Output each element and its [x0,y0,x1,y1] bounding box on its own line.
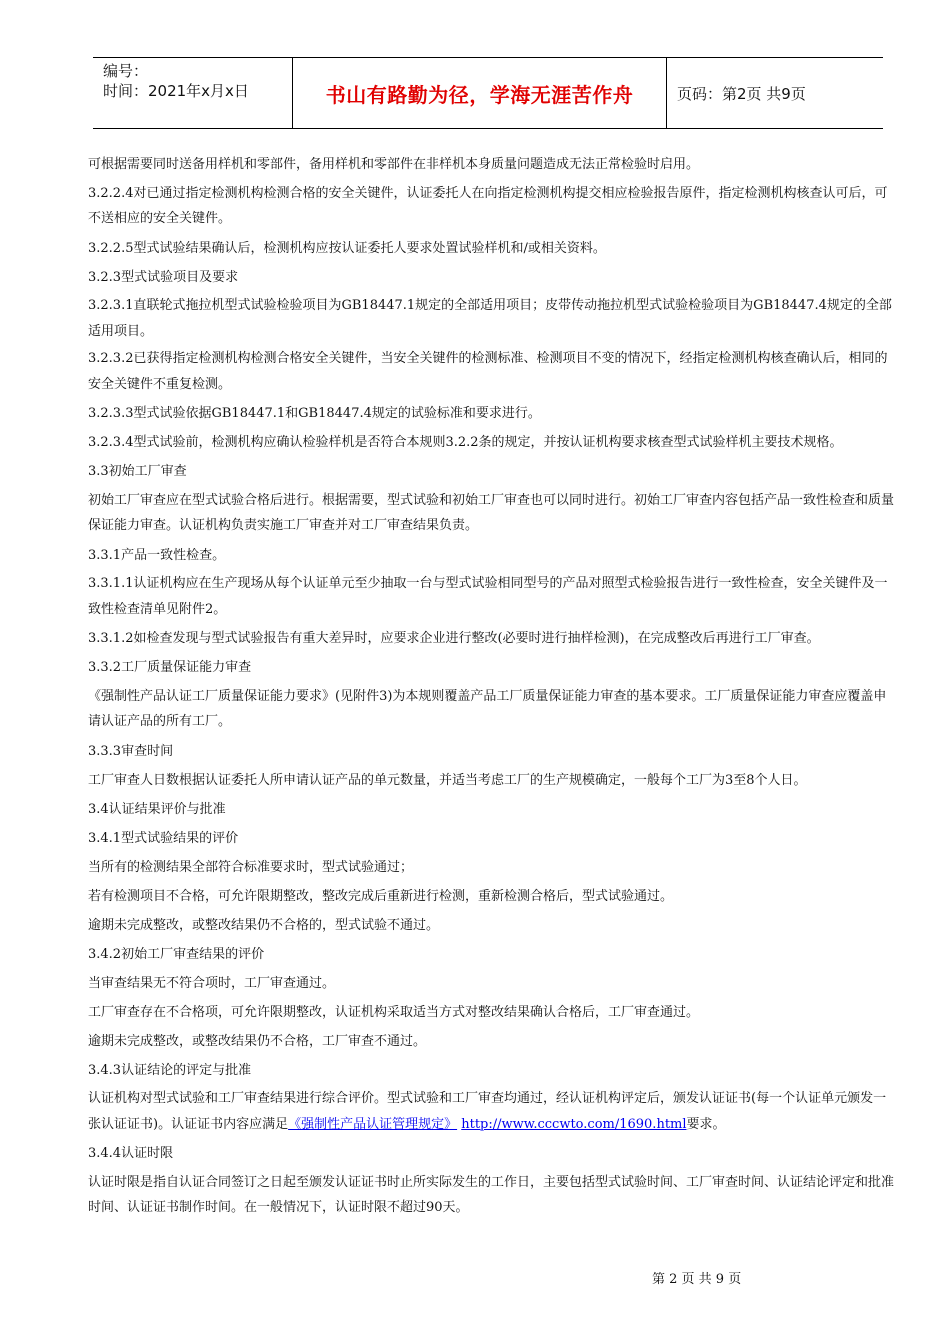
section-heading: 3.2.3型式试验项目及要求 [88,269,239,285]
regulation-url-link[interactable]: http://www.cccwto.com/1690.html [461,1116,687,1132]
paragraph: 《强制性产品认证工厂质量保证能力要求》(见附件3)为本规则覆盖产品工厂质量保证能力审查的基本要求。工厂质量保证能力审查应覆盖申请认证产品的所有工厂。 [88,688,887,729]
paragraph: 可根据需要同时送备用样机和零部件，备用样机和零部件在非样机本身质量问题造成无法正常检验时启用。 [88,157,700,172]
document-number-label: 编号： [103,62,149,80]
certification-paragraph [88,1086,898,1137]
document-body [88,150,898,1223]
section-heading: 3.4.3认证结论的评定与批准 [88,1062,252,1078]
paragraph: 3.2.3.4型式试验前，检测机构应确认检验样机是否符合本规则3.2.2条的规定，并按认证机构要求核查型式试验样机主要技术规格。 [88,434,843,450]
paragraph: 当所有的检测结果全部符合标准要求时，型式试验通过； [88,859,414,875]
paragraph: 3.3.1.1认证机构应在生产现场从每个认证单元至少抽取一台与型式试验相同型号的产品对照型式检验报告进行一致性检查，安全关键件及一致性检查清单见附件2。 [88,576,888,617]
paragraph: 逾期未完成整改，或整改结果仍不合格，工厂审查不通过。 [88,1033,427,1049]
page-header [93,57,883,129]
paragraph: 初始工厂审查应在型式试验合格后进行。根据需要，型式试验和初始工厂审查也可以同时进行。初始工厂审查内容包括产品一致性检查和质量保证能力审查。认证机构负责实施工厂审查并对工厂审查结果负责。 [88,492,895,533]
section-heading: 3.4.4认证时限 [88,1146,174,1161]
paragraph: 若有检测项目不合格，可允许限期整改，整改完成后重新进行检测，重新检测合格后，型式试验通过。 [88,888,674,904]
paragraph: 逾期未完成整改，或整改结果仍不合格的，型式试验不通过。 [88,917,440,933]
section-heading: 3.4.2初始工厂审查结果的评价 [88,946,265,962]
paragraph: 3.3.1.2如检查发现与型式试验报告有重大差异时，应要求企业进行整改(必要时进行抽样检测)，在完成整改后再进行工厂审查。 [88,631,820,646]
paragraph: 工厂审查人日数根据认证委托人所申请认证产品的单元数量，并适当考虑工厂的生产规模确定，一般每个工厂为3至8个人日。 [88,772,807,788]
cert-text-before: 认证机构对型式试验和工厂审查结果进行综合评价。型式试验和工厂审查均通过，经认证机构评定后，颁发认证证书(每一个认证单元颁发一张认证证书)。认证证书内容应满足 [88,1091,887,1132]
page-footer: 第 2 页 共 9 页 [652,1272,742,1287]
paragraph: 3.2.3.2已获得指定检测机构检测合格安全关键件，当安全关键件的检测标准、检测项目不变的情况下，经指定检测机构核查确认后，相同的安全关键件不重复检测。 [88,351,888,392]
document-time-label: 时间：2021年x月x日 [103,82,249,100]
cert-text-after: 要求。 [686,1116,726,1132]
paragraph: 工厂审查存在不合格项，可允许限期整改，认证机构采取适当方式对整改结果确认合格后，工厂审查通过。 [88,1004,700,1020]
paragraph: 3.2.2.5型式试验结果确认后，检测机构应按认证委托人要求处置试验样机和/或相关资料。 [88,240,606,256]
section-heading: 3.4认证结果评价与批准 [88,801,226,817]
header-meta [93,58,293,128]
section-heading: 3.4.1型式试验结果的评价 [88,830,239,846]
regulation-title-link[interactable]: 《强制性产品认证管理规定》 [288,1116,458,1132]
header-motto: 书山有路勤为径，学海无涯苦作舟 [293,58,667,128]
paragraph: 认证时限是指自认证合同签订之日起至颁发认证证书时止所实际发生的工作日，主要包括型式试验时间、工厂审查时间、认证结论评定和批准时间、认证证书制作时间。在一般情况下，认证时限不超过90天。 [88,1174,895,1215]
paragraph: 当审查结果无不符合项时，工厂审查通过。 [88,975,336,991]
section-heading: 3.3.2工厂质量保证能力审查 [88,660,252,675]
paragraph: 3.2.3.1直联轮式拖拉机型式试验检验项目为GB18447.1规定的全部适用项目；皮带传动拖拉机型式试验检验项目为GB18447.4规定的全部适用项目。 [88,298,892,339]
paragraph: 3.2.2.4对已通过指定检测机构检测合格的安全关键件，认证委托人在向指定检测机构提交相应检验报告原件，指定检测机构核查认可后，可不送相应的安全关键件。 [88,185,888,226]
section-heading: 3.3.3审查时间 [88,743,174,759]
section-heading: 3.3初始工厂审查 [88,464,187,479]
section-heading: 3.3.1产品一致性检查。 [88,547,226,563]
paragraph: 3.2.3.3型式试验依据GB18447.1和GB18447.4规定的试验标准和要求进行。 [88,406,541,421]
header-page-info: 页码：第2页 共9页 [677,84,806,103]
